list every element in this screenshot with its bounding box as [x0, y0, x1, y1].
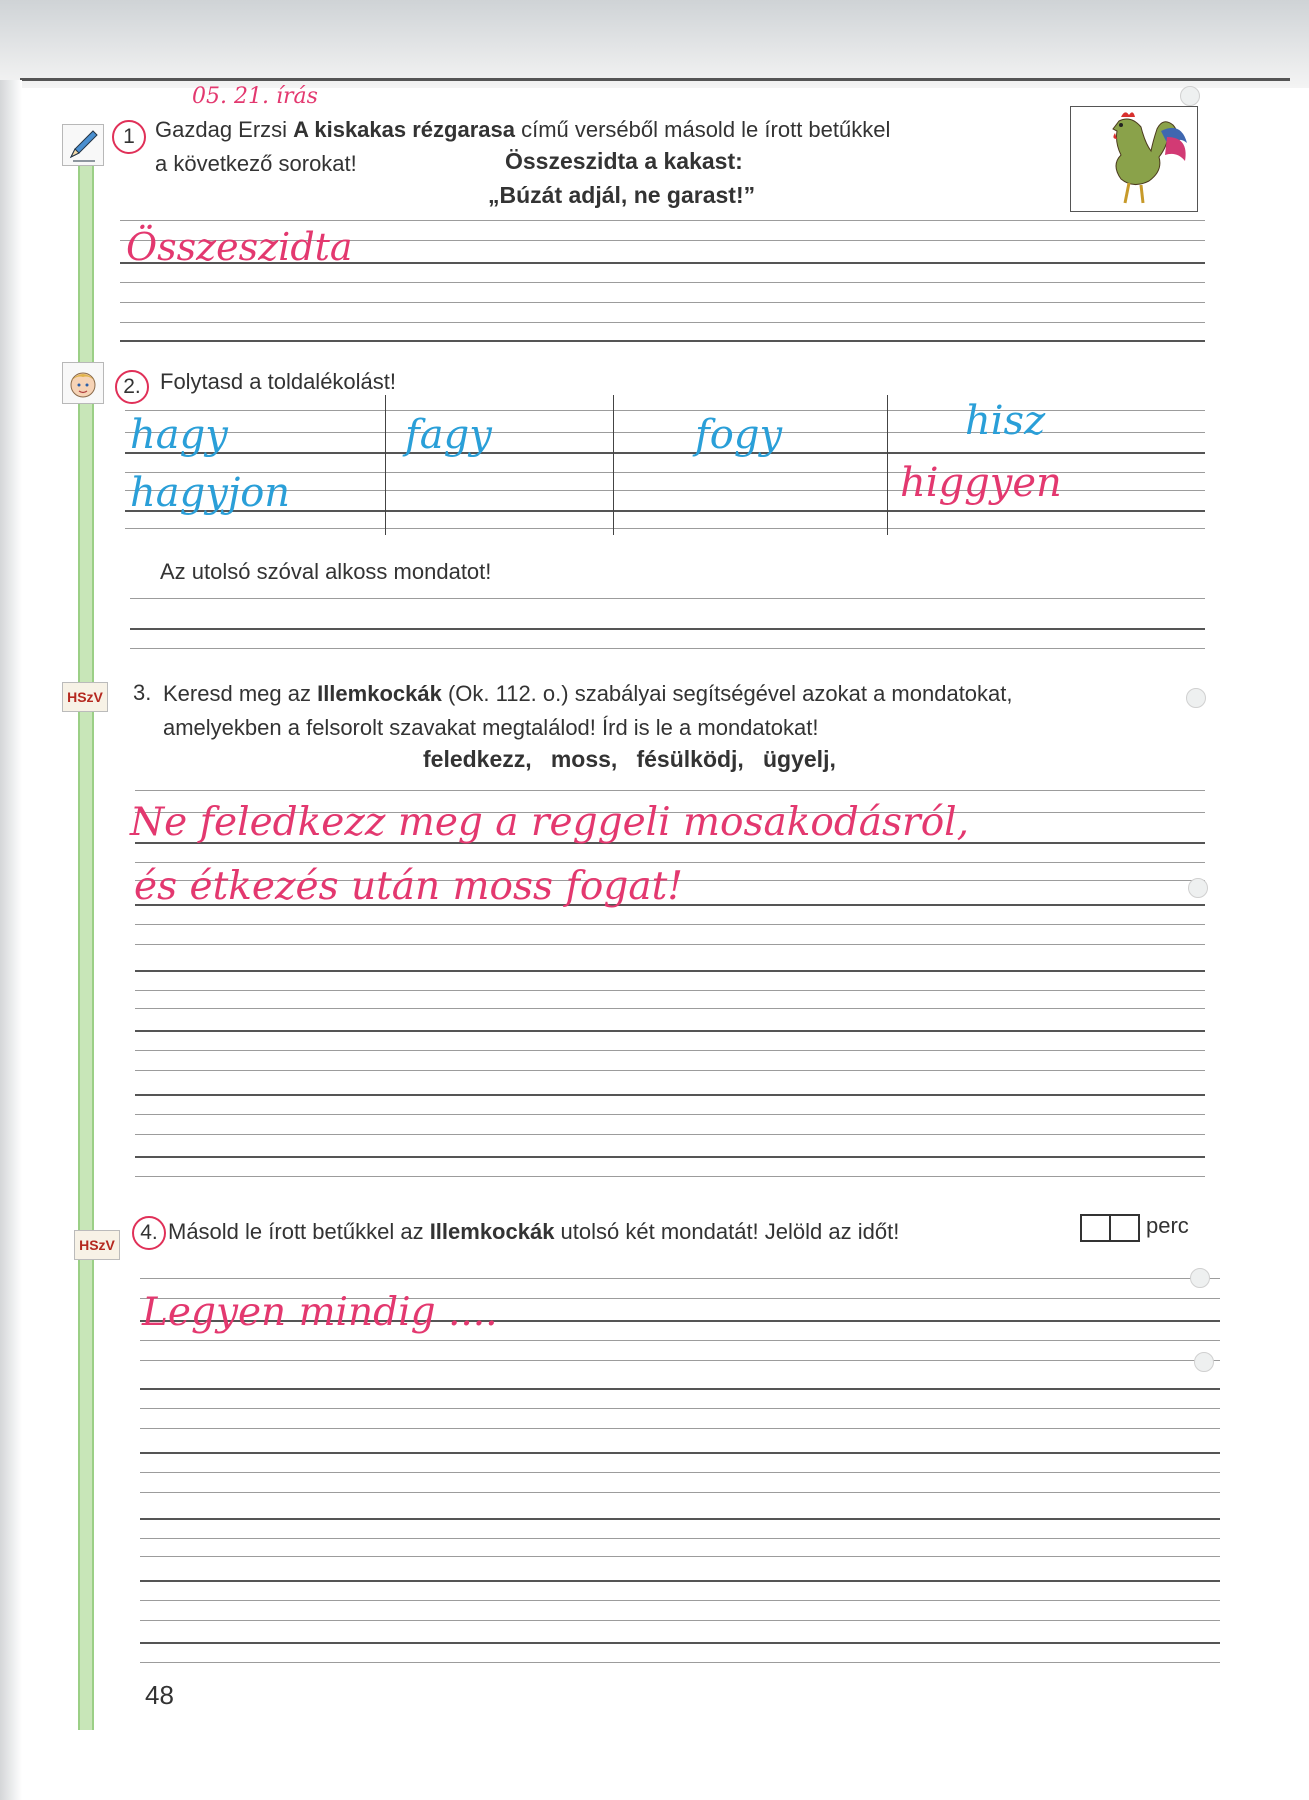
- pencil-icon: [62, 124, 104, 166]
- writing-line: [120, 322, 1205, 323]
- writing-line: [140, 1278, 1220, 1279]
- task2-answer-1: hagyjon: [130, 470, 291, 516]
- task1-title: A kiskakas rézgarasa: [293, 117, 515, 142]
- page-left-edge: [0, 80, 22, 1800]
- task2-number: 2.: [115, 370, 149, 404]
- writing-baseline: [140, 1518, 1220, 1520]
- writing-line: [120, 302, 1205, 303]
- writing-line: [140, 1472, 1220, 1473]
- task4-answer: Legyen mindig ....: [142, 1290, 498, 1335]
- writing-line: [140, 1428, 1220, 1429]
- writing-line: [140, 1556, 1220, 1557]
- writing-line: [135, 990, 1205, 991]
- task2-instruction: Folytasd a toldalékolást!: [160, 369, 397, 394]
- writing-line: [135, 944, 1205, 945]
- grid-divider: [385, 395, 386, 535]
- task1-text-after: című verséből másold le írott betűkkel: [514, 117, 891, 142]
- writing-line: [135, 1050, 1205, 1051]
- writing-line: [135, 790, 1205, 791]
- task1-quote-line2: „Búzát adjál, ne garast!”: [488, 182, 756, 208]
- writing-line: [140, 1360, 1220, 1361]
- writing-line: [135, 862, 1205, 863]
- writing-line: [140, 1340, 1220, 1341]
- rooster-illustration: [1070, 106, 1198, 212]
- task2-word-1: hagy: [130, 412, 228, 458]
- writing-line: [140, 1662, 1220, 1663]
- writing-line: [130, 598, 1205, 599]
- writing-baseline: [135, 1094, 1205, 1096]
- writing-baseline: [140, 1580, 1220, 1582]
- hszv-tag: HSzV: [74, 1230, 120, 1260]
- task3-answer-line1: Ne feledkezz meg a reggeli mosakodásról,: [130, 800, 970, 845]
- time-box[interactable]: [1080, 1214, 1140, 1242]
- writing-line: [135, 1070, 1205, 1071]
- task4-number: 4.: [132, 1216, 166, 1250]
- writing-line: [120, 220, 1205, 221]
- handwritten-date: 05. 21. írás: [192, 84, 318, 109]
- grid-line: [125, 528, 1205, 529]
- writing-line: [140, 1620, 1220, 1621]
- writing-baseline: [135, 1156, 1205, 1158]
- writing-line: [135, 1008, 1205, 1009]
- task3-bold-word: Illemkockák: [317, 681, 442, 706]
- task2-word-3: fogy: [695, 412, 783, 458]
- task3-instruction: [163, 678, 1213, 710]
- task1-line2: a következő sorokat!: [155, 151, 357, 176]
- writing-baseline: [140, 1452, 1220, 1454]
- child-face-icon: [62, 362, 104, 404]
- writing-line: [135, 1134, 1205, 1135]
- task1-quote-line1: Összeszidta a kakast:: [505, 148, 743, 174]
- task1-number: 1: [112, 120, 146, 154]
- writing-baseline: [130, 628, 1205, 630]
- page-number: 48: [145, 1680, 174, 1710]
- binder-hole: [1186, 688, 1206, 708]
- writing-line: [140, 1600, 1220, 1601]
- writing-line: [135, 1176, 1205, 1177]
- writing-baseline: [120, 340, 1205, 342]
- task4-text-before: Másold le írott betűkkel az: [168, 1219, 430, 1244]
- binder-hole: [1194, 1352, 1214, 1372]
- page-top-rule: [20, 78, 1290, 81]
- task3-text-before: Keresd meg az: [163, 681, 318, 706]
- task2-answer-4: higgyen: [900, 460, 1062, 506]
- task3-text-after: (Ok. 112. o.) szabályai segítségével azokat a mondatokat,: [441, 681, 1013, 706]
- grid-divider: [887, 395, 888, 535]
- task3-line2: amelyekben a felsorolt szavakat megtalálod! Írd is le a mondatokat!: [163, 715, 819, 740]
- task4-text-after: utolsó két mondatát! Jelöld az időt!: [554, 1219, 900, 1244]
- task3-number: 3.: [133, 680, 152, 705]
- task2-word-4: hisz: [965, 398, 1046, 444]
- binder-hole: [1180, 86, 1200, 106]
- grid-baseline: [125, 452, 1205, 454]
- binder-hole: [1190, 1268, 1210, 1288]
- writing-baseline: [140, 1388, 1220, 1390]
- writing-line: [135, 924, 1205, 925]
- page-top-edge: [0, 0, 1309, 88]
- task2-sentence-prompt: Az utolsó szóval alkoss mondatot!: [160, 559, 492, 584]
- task3-word-list: feledkezz, moss, fésülködj, ügyelj,: [423, 746, 836, 772]
- task2-word-2: fagy: [405, 412, 492, 458]
- writing-line: [140, 1408, 1220, 1409]
- task1-instruction: [155, 114, 1065, 146]
- binder-hole: [1188, 878, 1208, 898]
- hszv-tag: HSzV: [62, 682, 108, 712]
- writing-baseline: [135, 970, 1205, 972]
- task1-text-before: Gazdag Erzsi: [155, 117, 294, 142]
- task3-answer-line2: és étkezés után moss fogat!: [134, 864, 683, 909]
- task4-unit: perc: [1146, 1213, 1189, 1238]
- task1-answer: Összeszidta: [126, 225, 353, 269]
- writing-baseline: [135, 1030, 1205, 1032]
- grid-divider: [613, 395, 614, 535]
- writing-line: [140, 1538, 1220, 1539]
- task4-instruction: [168, 1216, 899, 1248]
- writing-line: [130, 648, 1205, 649]
- writing-line: [120, 282, 1205, 283]
- writing-line: [135, 1114, 1205, 1115]
- writing-baseline: [140, 1642, 1220, 1644]
- writing-line: [140, 1492, 1220, 1493]
- task4-bold-word: Illemkockák: [429, 1219, 555, 1244]
